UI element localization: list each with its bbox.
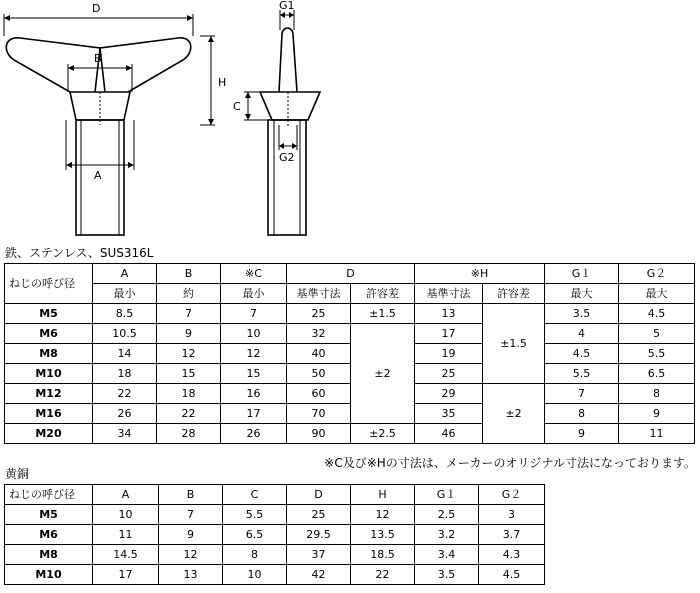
- col-header-a: A: [93, 264, 157, 284]
- spec-table-brass: [4, 484, 545, 585]
- label-g1: G1: [279, 0, 295, 12]
- col-header-c: C: [223, 485, 287, 505]
- col-header-a: A: [93, 485, 159, 505]
- table-row: M16 26 22 17 70 35 8 9: [5, 404, 695, 424]
- subheader: 最大: [545, 284, 619, 304]
- subheader: 許容差: [483, 284, 545, 304]
- label-h: H: [218, 76, 227, 89]
- col-header-g1: G１: [415, 485, 479, 505]
- col-header-h: ※H: [415, 264, 545, 284]
- label-g2: G2: [279, 151, 295, 164]
- d-tolerance: ±2: [351, 324, 415, 424]
- subheader: 許容差: [351, 284, 415, 304]
- d-tolerance: ±1.5: [351, 304, 415, 324]
- col-header-c: ※C: [221, 264, 287, 284]
- table-row: M20 34 28 26 90 ±2.5 46 9 11: [5, 424, 695, 444]
- wing-nut-drawing: [0, 0, 700, 240]
- table-row: M8 14 12 12 40 19 4.5 5.5: [5, 344, 695, 364]
- subheader: 最小: [93, 284, 157, 304]
- h-tolerance: ±1.5: [483, 304, 545, 384]
- col-header-d: D: [287, 264, 415, 284]
- subheader: 最大: [619, 284, 695, 304]
- col-header-d: D: [287, 485, 351, 505]
- col-header-h: H: [351, 485, 415, 505]
- spec-table-steel: [4, 263, 695, 444]
- subheader: 基準寸法: [415, 284, 483, 304]
- section2-title: 黄銅: [5, 467, 30, 481]
- table-row: M6 10.5 9 10 32 ±2 17 4 5: [5, 324, 695, 344]
- right-wing: [100, 38, 191, 92]
- subheader: 最小: [221, 284, 287, 304]
- col-header-size: ねじの呼び径: [5, 485, 93, 505]
- label-d: D: [92, 2, 101, 15]
- col-header-g1: G１: [545, 264, 619, 284]
- d-tolerance: ±2.5: [351, 424, 415, 444]
- table-row: M10 17 13 10 42 22 3.5 4.5: [5, 565, 545, 585]
- table-row: M5 8.5 7 7 25 ±1.5 13 ±1.5 3.5 4.5: [5, 304, 695, 324]
- table-row: M10 18 15 15 50 25 5.5 6.5: [5, 364, 695, 384]
- label-c: C: [233, 100, 241, 113]
- side-hub: [260, 92, 320, 120]
- table-row: M5 10 7 5.5 25 12 2.5 3: [5, 505, 545, 525]
- subheader: 基準寸法: [287, 284, 351, 304]
- col-header-g2: G２: [479, 485, 545, 505]
- col-header-g2: G２: [619, 264, 695, 284]
- col-header-size: ねじの呼び径: [5, 264, 93, 304]
- h-tolerance: ±2: [483, 384, 545, 444]
- table-row: M6 11 9 6.5 29.5 13.5 3.2 3.7: [5, 525, 545, 545]
- label-a: A: [94, 169, 102, 182]
- subheader: 約: [157, 284, 221, 304]
- side-wing: [279, 28, 297, 92]
- col-header-b: B: [157, 264, 221, 284]
- label-b: B: [94, 52, 102, 65]
- table-row: M8 14.5 12 8 37 18.5 3.4 4.3: [5, 545, 545, 565]
- section1-title: 鉄、ステンレス、SUS316L: [5, 246, 154, 260]
- col-header-b: B: [159, 485, 223, 505]
- table-row: M12 22 18 16 60 29 ±2 7 8: [5, 384, 695, 404]
- footnote: ※C及び※Hの寸法は、メーカーのオリジナル寸法になっております。: [324, 456, 696, 470]
- left-wing: [6, 38, 100, 92]
